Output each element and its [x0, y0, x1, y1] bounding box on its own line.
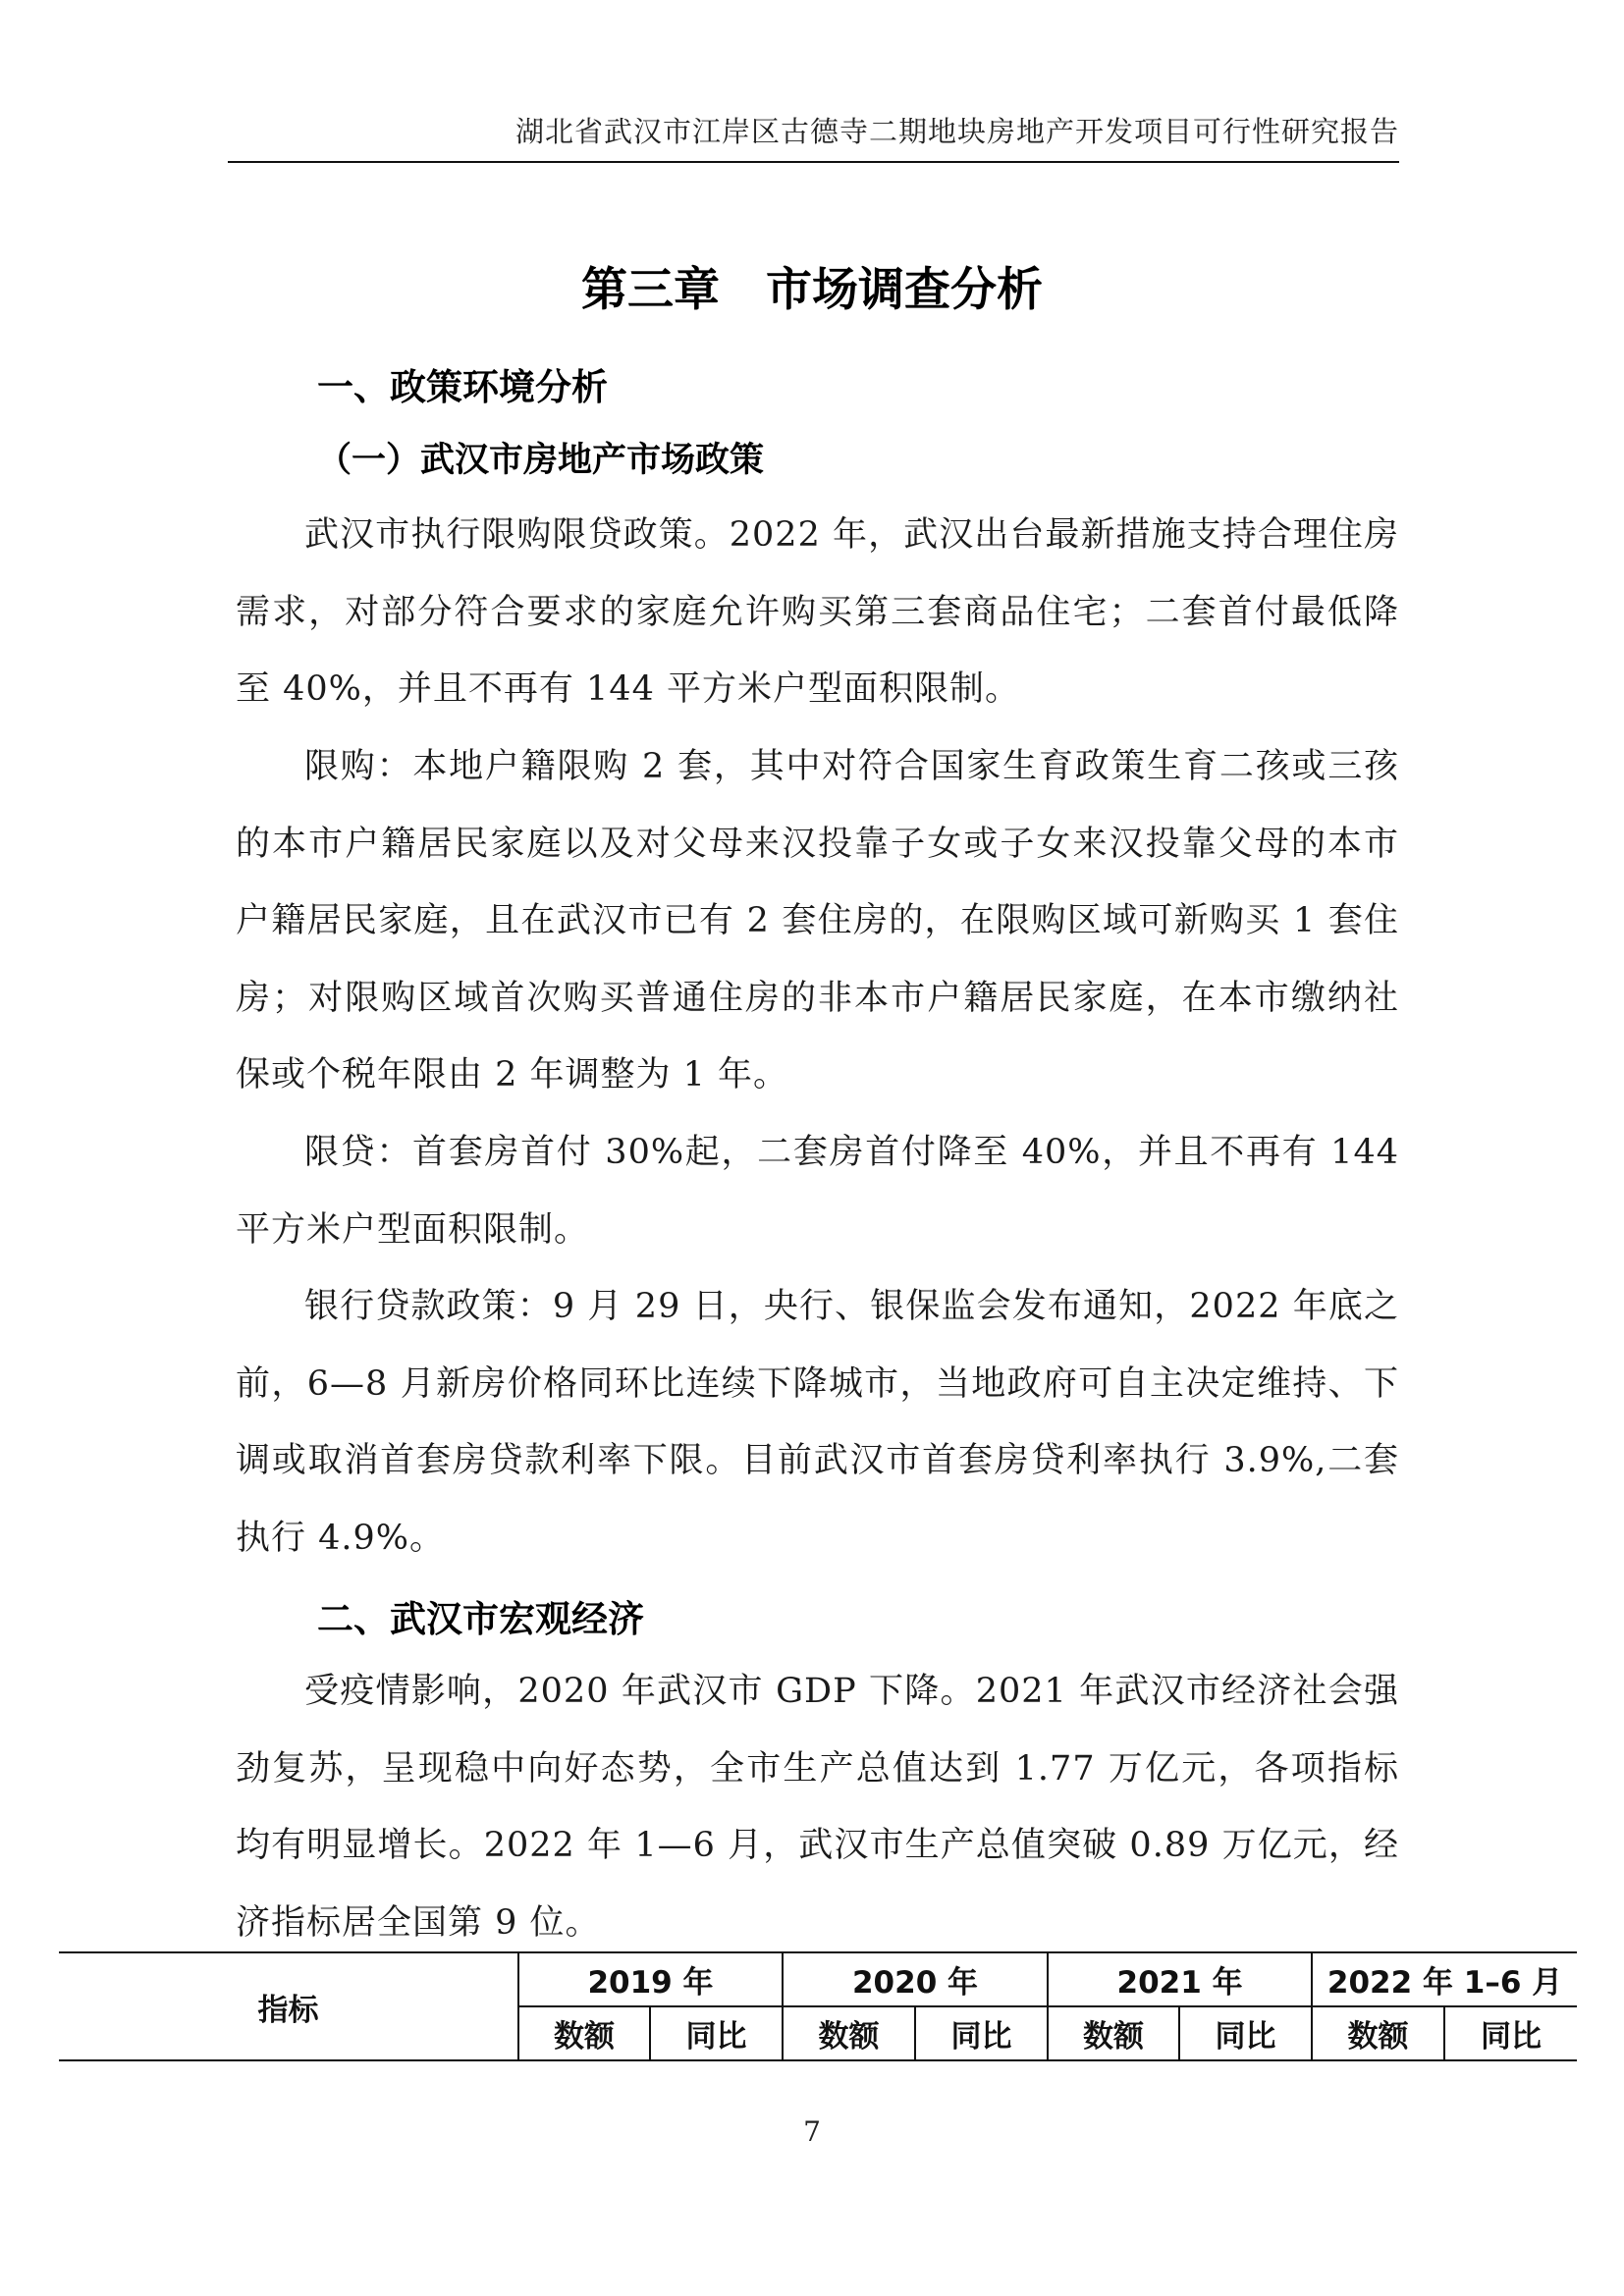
table-subheader-amount: 数额 — [1048, 2006, 1179, 2060]
table-header-year: 2022 年 1–6 月 — [1312, 1952, 1577, 2006]
table-subheader-yoy: 同比 — [915, 2006, 1048, 2060]
section-heading-policy: 一、政策环境分析 — [317, 366, 608, 408]
table-header-year: 2020 年 — [783, 1952, 1048, 2006]
chapter-title: 第三章 市场调查分析 — [581, 263, 1043, 317]
paragraph-loan-limit: 限贷：首套房首付 30%起，二套房首付降至 40%，并且不再有 144 平方米户型面积限制。 — [236, 1133, 1399, 1250]
paragraph-policy-intro: 武汉市执行限购限贷政策。2022 年，武汉出台最新措施支持合理住房需求，对部分符合要求的家庭允许购买第三套商品住宅；二套首付最低降至 40%，并且不再有 144 平方米户型面积限制。 — [236, 515, 1399, 709]
page-header: 湖北省武汉市江岸区古德寺二期地块房地产开发项目可行性研究报告 — [514, 115, 1399, 148]
table-header-row — [59, 1952, 1577, 2006]
table-header-year: 2021 年 — [1048, 1952, 1312, 2006]
section-heading-macro-economy: 二、武汉市宏观经济 — [317, 1598, 644, 1640]
page-number: 7 — [803, 2115, 821, 2148]
table-subheader-amount: 数额 — [518, 2006, 650, 2060]
table-header-year: 2019 年 — [518, 1952, 783, 2006]
table-header-indicator: 指标 — [59, 1952, 518, 2060]
table-subheader-yoy: 同比 — [1444, 2006, 1577, 2060]
paragraph-purchase-limit: 限购：本地户籍限购 2 套，其中对符合国家生育政策生育二孩或三孩的本市户籍居民家庭以及对父母来汉投靠子女或子女来汉投靠父母的本市户籍居民家庭，且在武汉市已有 2 套住房的，在限购区域可新购买 1 套住房；对限购区域首次购买普通住房的非本市户籍居民家庭，在本市缴纳社保或个税年限由 2 年调整为 1 年。 — [236, 747, 1399, 1095]
table-subheader-amount: 数额 — [1312, 2006, 1444, 2060]
paragraph-macro-economy: 受疫情影响，2020 年武汉市 GDP 下降。2021 年武汉市经济社会强劲复苏，呈现稳中向好态势，全市生产总值达到 1.77 万亿元，各项指标均有明显增长。2022 年 1—6 月，武汉市生产总值突破 0.89 万亿元，经济指标居全国第 9 位。 — [236, 1672, 1399, 1943]
indicator-table — [59, 1951, 1577, 2061]
table-subheader-yoy: 同比 — [650, 2006, 783, 2060]
header-rule — [228, 161, 1399, 163]
subsection-heading-wuhan-policy: （一）武汉市房地产市场政策 — [317, 441, 765, 480]
table-subheader-amount: 数额 — [783, 2006, 915, 2060]
table-subheader-yoy: 同比 — [1179, 2006, 1312, 2060]
paragraph-bank-loan-policy: 银行贷款政策：9 月 29 日，央行、银保监会发布通知，2022 年底之前，6—8 月新房价格同环比连续下降城市，当地政府可自主决定维持、下调或取消首套房贷款利率下限。目前武汉市首套房贷利率执行 3.9%,二套执行 4.9%。 — [236, 1287, 1399, 1558]
